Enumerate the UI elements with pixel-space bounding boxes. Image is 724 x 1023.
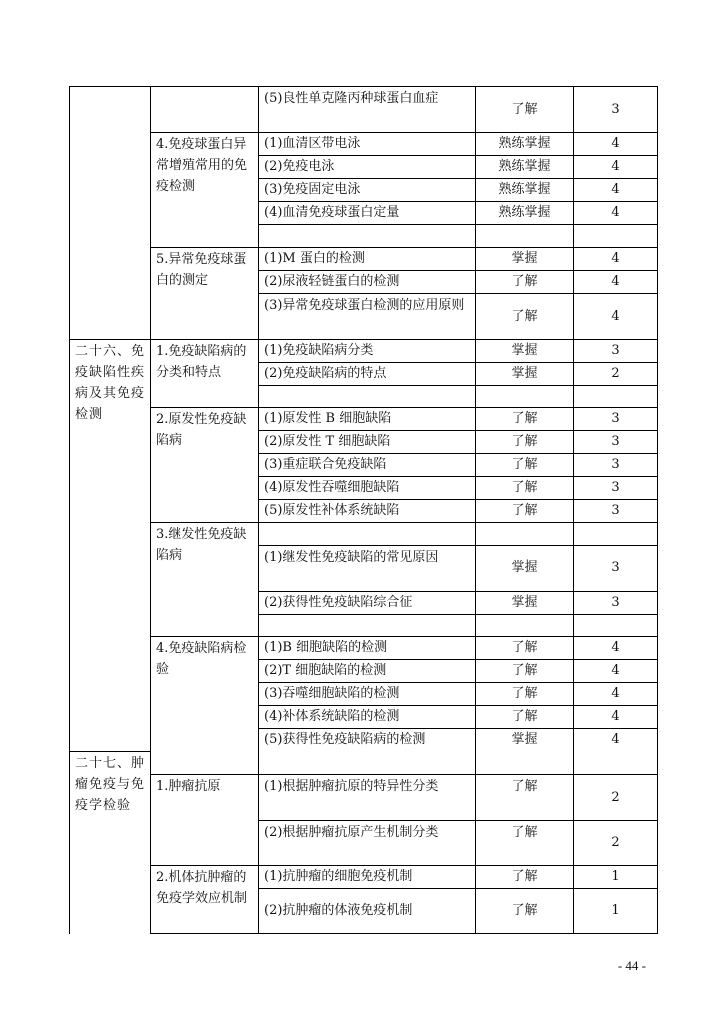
row-line — [258, 224, 657, 225]
level-cell: 了解 — [511, 480, 538, 495]
subunit-cell: 1.免疫缺陷病的分类和特点 — [156, 344, 247, 380]
col-line — [258, 86, 259, 934]
col-line — [69, 86, 70, 934]
topic-cell: (3)吞噬细胞缺陷的检测 — [264, 686, 400, 701]
hours-cell: 4 — [611, 205, 620, 220]
topic-cell: (4)原发性吞噬细胞缺陷 — [264, 480, 400, 495]
topic-cell: (3)免疫固定电泳 — [264, 182, 361, 197]
topic-cell: (2)尿液轻链蛋白的检测 — [264, 274, 400, 289]
level-cell: 了解 — [511, 869, 538, 884]
topic-cell: (2)获得性免疫缺陷综合征 — [264, 595, 413, 610]
row-line — [150, 522, 657, 523]
subunit-cell: 4.免疫缺陷病检验 — [156, 641, 247, 677]
topic-cell: (4)补体系统缺陷的检测 — [264, 709, 400, 724]
topic-cell: (1)根据肿瘤抗原的特异性分类 — [264, 779, 439, 794]
topic-cell: (1)免疫缺陷病分类 — [264, 343, 374, 358]
unit-cell: 二十六、免疫缺陷性疾病及其免疫检测 — [75, 344, 146, 422]
hours-cell: 3 — [611, 343, 620, 358]
table-top-border — [69, 86, 657, 87]
topic-cell: (5)良性单克隆丙种球蛋白血症 — [264, 91, 439, 106]
level-cell: 了解 — [511, 903, 538, 918]
hours-cell: 4 — [611, 732, 620, 747]
row-line — [258, 293, 657, 294]
hours-cell: 3 — [611, 102, 620, 117]
level-cell: 了解 — [511, 274, 538, 289]
level-cell: 掌握 — [511, 560, 538, 575]
level-cell: 了解 — [511, 411, 538, 426]
hours-cell: 4 — [611, 309, 620, 324]
hours-cell: 4 — [611, 251, 620, 266]
subunit-cell: 3.继发性免疫缺陷病 — [156, 527, 247, 563]
level-cell: 了解 — [511, 640, 538, 655]
hours-cell: 3 — [611, 411, 620, 426]
level-cell: 了解 — [511, 663, 538, 678]
level-cell: 熟练掌握 — [498, 182, 551, 197]
hours-cell: 2 — [611, 366, 620, 381]
topic-cell: (4)血清免疫球蛋白定量 — [264, 205, 400, 220]
level-cell: 掌握 — [511, 732, 538, 747]
hours-cell: 4 — [611, 136, 620, 151]
level-cell: 了解 — [511, 503, 538, 518]
level-cell: 熟练掌握 — [498, 136, 551, 151]
topic-cell: (2)T 细胞缺陷的检测 — [264, 663, 387, 678]
level-cell: 了解 — [511, 709, 538, 724]
hours-cell: 3 — [611, 595, 620, 610]
hours-cell: 3 — [611, 457, 620, 472]
topic-cell: (1)抗肿瘤的细胞免疫机制 — [264, 869, 413, 884]
topic-cell: (3)异常免疫球蛋白检测的应用原则 — [264, 298, 465, 313]
level-cell: 熟练掌握 — [498, 159, 551, 174]
level-cell: 了解 — [511, 779, 538, 794]
hours-cell: 2 — [611, 835, 620, 850]
hours-cell: 4 — [611, 182, 620, 197]
topic-cell: (1)B 细胞缺陷的检测 — [264, 640, 388, 655]
page-number: - 44 - — [617, 958, 646, 973]
row-line — [150, 774, 657, 775]
hours-cell: 1 — [611, 869, 620, 884]
row-line — [258, 614, 657, 615]
hours-cell: 2 — [611, 790, 620, 805]
topic-cell: (1)继发性免疫缺陷的常见原因 — [264, 550, 439, 565]
hours-cell: 4 — [611, 663, 620, 678]
level-cell: 了解 — [511, 686, 538, 701]
level-cell: 掌握 — [511, 366, 538, 381]
hours-cell: 4 — [611, 159, 620, 174]
subunit-cell: 1.肿瘤抗原 — [156, 779, 221, 794]
level-cell: 了解 — [511, 457, 538, 472]
topic-cell: (3)重症联合免疫缺陷 — [264, 457, 387, 472]
hours-cell: 4 — [611, 686, 620, 701]
subunit-cell: 5.异常免疫球蛋白的测定 — [156, 252, 247, 288]
level-cell: 了解 — [511, 825, 538, 840]
hours-cell: 3 — [611, 503, 620, 518]
hours-cell: 3 — [611, 560, 620, 575]
level-cell: 掌握 — [511, 595, 538, 610]
col-line — [657, 86, 658, 934]
hours-cell: 3 — [611, 480, 620, 495]
row-line — [258, 888, 657, 889]
subunit-cell: 2.机体抗肿瘤的免疫学效应机制 — [156, 870, 248, 906]
col-line — [150, 86, 151, 934]
level-cell: 掌握 — [511, 251, 538, 266]
level-cell: 熟练掌握 — [498, 205, 551, 220]
topic-cell: (1)原发性 B 细胞缺陷 — [264, 411, 392, 426]
level-cell: 了解 — [511, 309, 538, 324]
topic-cell: (2)免疫缺陷病的特点 — [264, 366, 387, 381]
hours-cell: 4 — [611, 709, 620, 724]
topic-cell: (1)血清区带电泳 — [264, 136, 361, 151]
row-line — [258, 545, 657, 546]
topic-cell: (2)根据肿瘤抗原产生机制分类 — [264, 825, 439, 840]
level-cell: 掌握 — [511, 343, 538, 358]
topic-cell: (5)获得性免疫缺陷病的检测 — [264, 732, 426, 747]
topic-cell: (5)原发性补体系统缺陷 — [264, 503, 400, 518]
hours-cell: 3 — [611, 434, 620, 449]
row-line — [258, 385, 657, 386]
level-cell: 了解 — [511, 102, 538, 117]
topic-cell: (1)M 蛋白的检测 — [264, 251, 365, 266]
topic-cell: (2)免疫电泳 — [264, 159, 335, 174]
hours-cell: 4 — [611, 640, 620, 655]
topic-cell: (2)抗肿瘤的体液免疫机制 — [264, 903, 413, 918]
row-line — [150, 933, 657, 934]
row-line — [258, 820, 657, 821]
topic-cell: (2)原发性 T 细胞缺陷 — [264, 434, 391, 449]
subunit-cell: 4.免疫球蛋白异常增殖常用的免疫检测 — [156, 137, 248, 194]
subunit-cell: 2.原发性免疫缺陷病 — [156, 412, 247, 448]
row-line — [69, 751, 150, 752]
hours-cell: 4 — [611, 274, 620, 289]
level-cell: 了解 — [511, 434, 538, 449]
unit-cell: 二十七、肿瘤免疫与免疫学检验 — [75, 756, 146, 813]
hours-cell: 1 — [611, 903, 620, 918]
